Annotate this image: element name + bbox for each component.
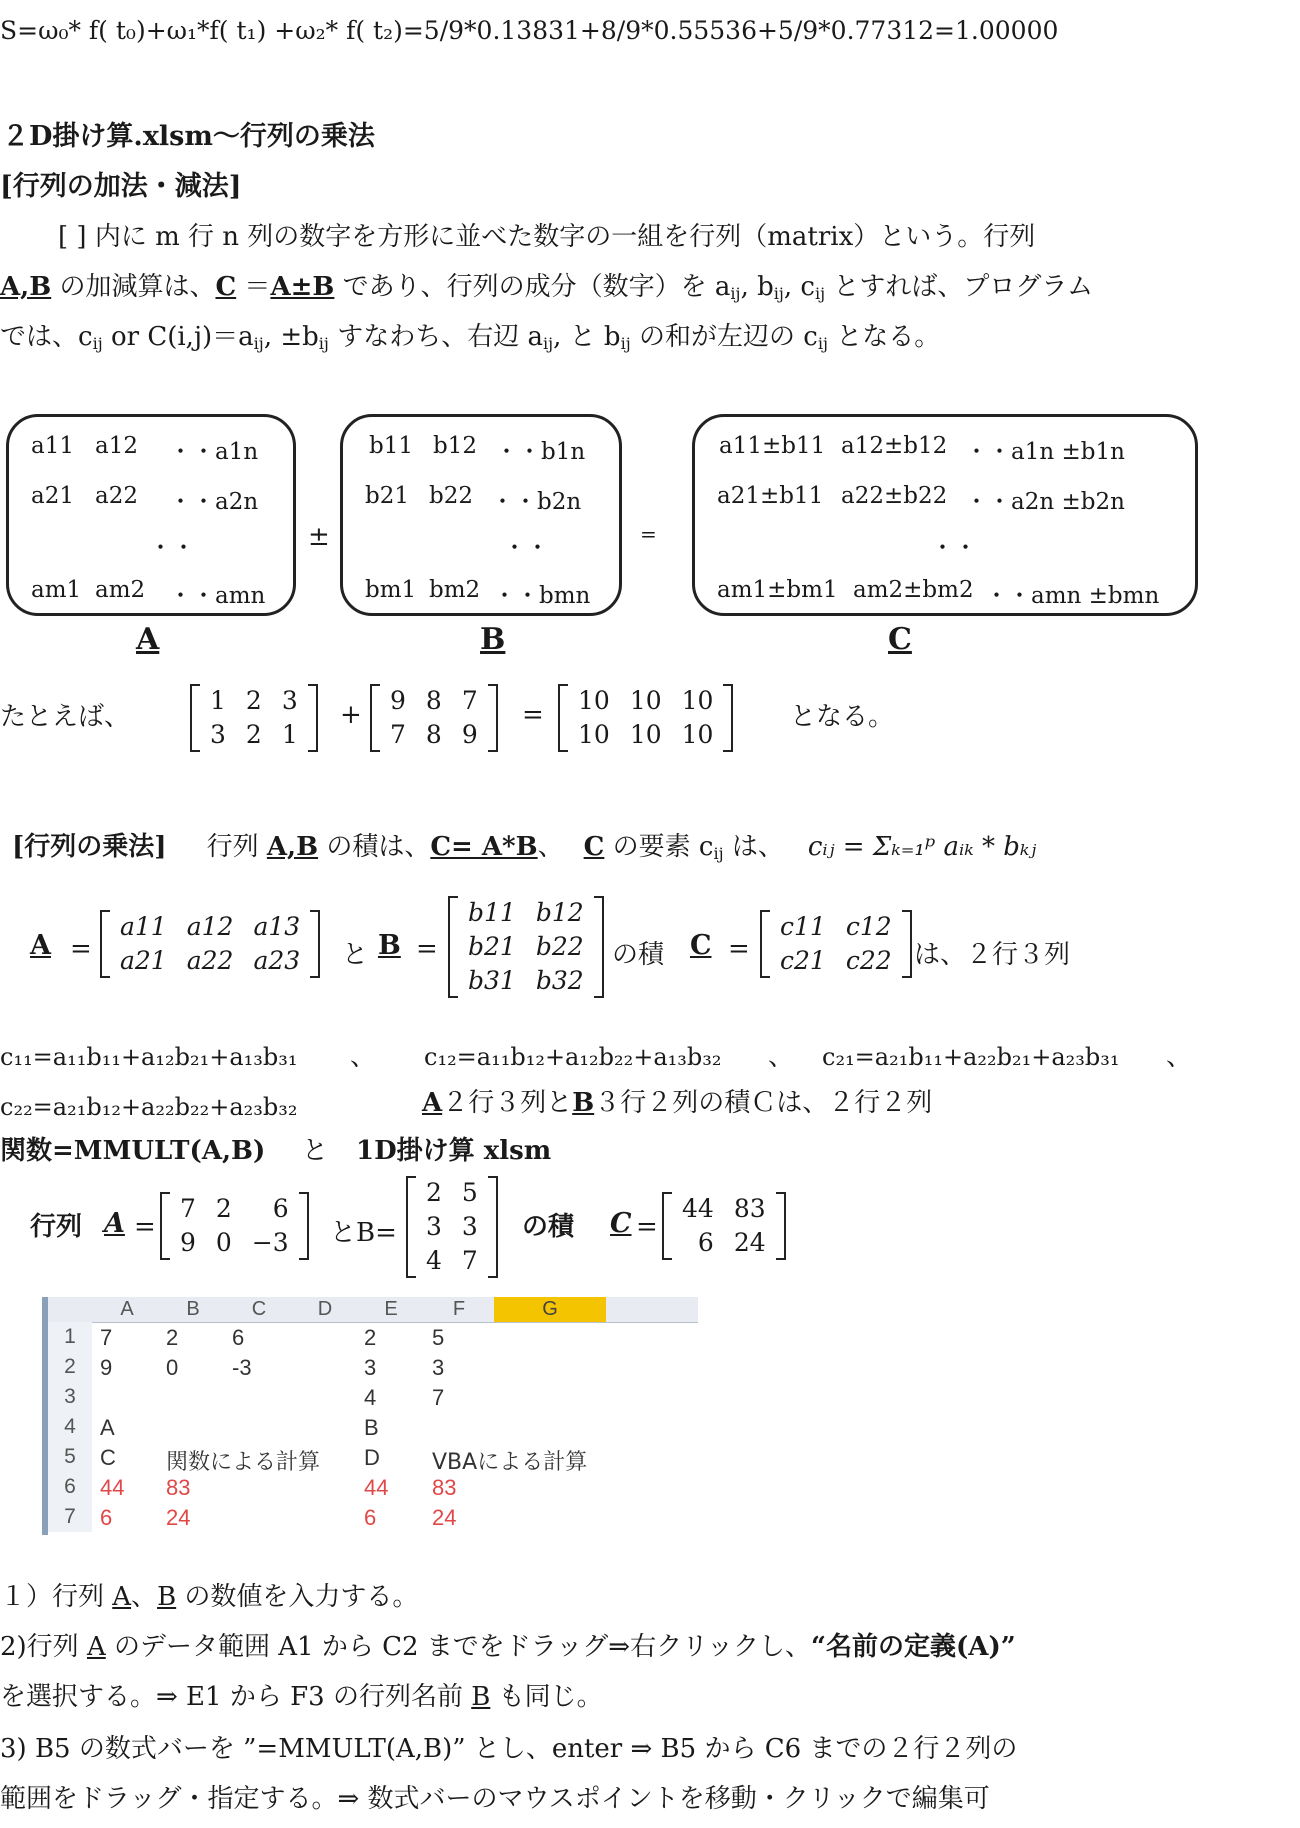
- txt: を選択する。⇒ E1 から F3 の行列名前: [0, 1682, 472, 1712]
- subsection-mult: [行列の乗法]: [12, 832, 167, 862]
- matrix-row: [770, 910, 902, 944]
- matrix-cell: 10: [681, 720, 714, 749]
- column-header-c[interactable]: C: [251, 1298, 267, 1320]
- cell-e2[interactable]: 3: [364, 1355, 377, 1380]
- dots: ・・: [503, 535, 549, 561]
- matrix-cell: 3: [210, 720, 226, 749]
- ref-a: A: [86, 1632, 106, 1662]
- c11-formula: c₁₁=a₁₁b₁₁+a₁₂b₂₁+a₁₃b₃₁: [0, 1043, 298, 1071]
- sub: ij: [713, 844, 724, 864]
- equals-op: =: [640, 522, 657, 546]
- cell-a1[interactable]: 7: [100, 1325, 113, 1350]
- matrix-row: [110, 910, 310, 944]
- label-c: C: [888, 622, 912, 657]
- bmn: ・・bmn: [493, 583, 591, 609]
- cell-e1[interactable]: 2: [364, 1325, 377, 1350]
- txt: , と b: [553, 322, 621, 352]
- sym-a-label: A: [30, 930, 51, 961]
- b1n: ・・b1n: [495, 439, 586, 465]
- related-file: 1D掛け算 xlsm: [356, 1136, 552, 1166]
- matrix-cell: a13: [253, 912, 301, 941]
- dots: ・・: [931, 535, 977, 561]
- matrix-cell: 5: [461, 1178, 478, 1207]
- matrix-cell: 10: [681, 686, 714, 715]
- matrix-cell: 3: [281, 686, 298, 715]
- matrix-cell: c22: [845, 946, 892, 975]
- sub: ij: [815, 284, 826, 304]
- num-eq-1: =: [134, 1212, 156, 1242]
- b2n: ・・b2n: [491, 489, 582, 515]
- num-c-body: [672, 1192, 776, 1260]
- matrix-cell: a21: [120, 946, 167, 975]
- ref-b: B: [157, 1582, 177, 1612]
- cell-a7[interactable]: 6: [100, 1505, 113, 1530]
- cell-b1[interactable]: 2: [166, 1325, 179, 1350]
- cell-f5[interactable]: VBAによる計算: [432, 1450, 588, 1475]
- num-lead: 行列: [30, 1212, 83, 1242]
- matrix-cell: 2: [245, 686, 262, 715]
- matrix-cell: 9: [390, 686, 406, 715]
- cell-b6[interactable]: 83: [166, 1475, 191, 1500]
- para-add-line3: [0, 320, 940, 361]
- txt: １）行列: [0, 1582, 113, 1612]
- cm-1: am1±bm1: [717, 577, 838, 603]
- matrix-cell: 7: [180, 1194, 196, 1223]
- num-matrix-b: [406, 1176, 498, 1278]
- cell-c2[interactable]: -3: [232, 1355, 252, 1380]
- ref-c: C: [215, 272, 237, 302]
- txt: であり、行列の成分（数字）を a: [334, 272, 731, 302]
- matrix-cell: 9: [180, 1228, 196, 1257]
- m3-body: [568, 684, 723, 752]
- matrix-cell: b11: [468, 898, 516, 927]
- define-name-command: “名前の定義(A)”: [811, 1632, 1016, 1662]
- c12-formula: c₁₂=a₁₁b₁₂+a₁₂b₂₂+a₁₃b₃₂: [424, 1043, 722, 1071]
- sub: ij: [773, 284, 784, 304]
- num-a-label: A: [104, 1208, 125, 1239]
- a22: a22: [95, 483, 138, 509]
- integration-formula: S=ω₀* f( t₀)+ω₁*f( t₁) +ω₂* f( t₂)=5/9*0.13831+8/9*0.55536+5/9*0.77312=1.00000: [0, 16, 1059, 45]
- row-header-4[interactable]: 4: [48, 1412, 92, 1442]
- matrix-cell: 1: [281, 720, 298, 749]
- matrix-cell: 3: [426, 1212, 442, 1241]
- matrix-row: [380, 684, 488, 718]
- product-element-formula: cᵢⱼ = Σₖ₌₁ᵖ aᵢₖ * bₖⱼ: [807, 832, 1037, 862]
- example-lead: たとえば、: [0, 702, 131, 732]
- txt: のデータ範囲 A1 から C2 までをドラッグ⇒右クリックし、: [105, 1632, 812, 1662]
- step-1: [0, 1580, 418, 1614]
- txt: or C(i,j)＝a: [102, 322, 254, 352]
- sub: ij: [730, 284, 741, 304]
- num-matrix-a: [160, 1192, 309, 1260]
- txt: となる。: [827, 322, 941, 352]
- txt: 、: [537, 832, 564, 862]
- cell-e5[interactable]: D: [364, 1445, 380, 1470]
- matrix-cell: 24: [733, 1228, 766, 1257]
- matrix-cell: 83: [733, 1194, 766, 1223]
- sym-tail: は、２行３列: [914, 940, 1071, 970]
- a1n: ・・a1n: [169, 439, 259, 465]
- c2-n: ・・a2n ±b2n: [965, 489, 1125, 515]
- c2-1: a21±b11: [717, 483, 824, 509]
- matrix-row: [416, 1244, 488, 1278]
- cell-e4[interactable]: B: [364, 1415, 379, 1440]
- column-header-g[interactable]: G: [494, 1297, 606, 1322]
- cell-a2[interactable]: 9: [100, 1355, 113, 1380]
- cell-e7[interactable]: 6: [364, 1505, 377, 1530]
- matrix-cell: 3: [461, 1212, 478, 1241]
- txt: では、c: [0, 322, 93, 352]
- amn: ・・amn: [169, 583, 266, 609]
- column-header-b[interactable]: B: [186, 1298, 200, 1320]
- txt: も同じ。: [490, 1682, 603, 1712]
- matrix-cell: 10: [578, 686, 610, 715]
- m1-body: [200, 684, 308, 752]
- txt: ３行２列の積Ｃは、２行２列: [594, 1088, 933, 1118]
- cell-c1[interactable]: 6: [232, 1325, 245, 1350]
- matrix-cell: c21: [780, 946, 826, 975]
- matrix-cell: 9: [461, 720, 478, 749]
- matrix-cell: 10: [629, 686, 662, 715]
- matrix-cell: −3: [251, 1228, 289, 1257]
- sym-and: と: [342, 940, 369, 970]
- matrix-row: [170, 1226, 299, 1260]
- sym-prod: の積: [612, 940, 665, 970]
- c21-formula: c₂₁=a₂₁b₁₁+a₂₂b₂₁+a₂₃b₃₁: [822, 1043, 1120, 1071]
- txt: , c: [783, 272, 815, 302]
- sym-a-body: [110, 910, 310, 978]
- matrix-b-general: [340, 414, 622, 616]
- c2-2: a22±b22: [841, 483, 948, 509]
- matrix-cell: 8: [425, 686, 442, 715]
- cell-a6[interactable]: 44: [100, 1475, 125, 1500]
- matrix-cell: 8: [425, 720, 442, 749]
- matrix-cell: 10: [629, 720, 662, 749]
- ref-ab: A,B: [0, 272, 52, 302]
- matrix-cell: c11: [780, 912, 826, 941]
- column-header-a[interactable]: A: [120, 1298, 134, 1320]
- example-equals: =: [522, 700, 544, 730]
- cm-2: am2±bm2: [853, 577, 974, 603]
- section-title: ２D掛け算.xlsm～行列の乗法: [2, 121, 375, 152]
- sym-matrix-a: [100, 910, 320, 978]
- a21: a21: [31, 483, 74, 509]
- matrix-row: [568, 684, 723, 718]
- a12: a12: [95, 433, 138, 459]
- a11: a11: [31, 433, 74, 459]
- sub: ij: [542, 334, 554, 354]
- matrix-cell: a11: [120, 912, 167, 941]
- ref-c: C: [583, 832, 605, 862]
- matrix-cell: b31: [468, 966, 516, 995]
- sep: 、: [768, 1042, 795, 1072]
- row-header-6[interactable]: 6: [48, 1472, 92, 1502]
- subsection-add: [行列の加法・減法]: [0, 171, 242, 202]
- matrix-row: [672, 1192, 776, 1226]
- cell-f1[interactable]: 5: [432, 1325, 445, 1350]
- ref-a: A: [112, 1582, 132, 1612]
- matrix-cell: a23: [253, 946, 301, 975]
- matrix-row: [568, 718, 723, 752]
- b21: b21: [365, 483, 409, 509]
- sub: ij: [620, 334, 631, 354]
- matrix-row: [380, 718, 488, 752]
- matrix-row: [200, 684, 308, 718]
- m2-body: [380, 684, 488, 752]
- cm-n: ・・amn ±bmn: [985, 583, 1160, 609]
- matrix-cell: 7: [390, 720, 406, 749]
- example-matrix-2: [370, 684, 498, 752]
- sub: ij: [817, 334, 828, 354]
- sym-c-body: [770, 910, 902, 978]
- txt: すなわち、右辺 a: [328, 322, 543, 352]
- num-a-body: [170, 1192, 299, 1260]
- label-b: B: [480, 622, 506, 657]
- num-and-b: とB=: [330, 1218, 397, 1248]
- matrix-cell: 44: [682, 1194, 714, 1223]
- matrix-row: [770, 944, 902, 978]
- matrix-cell: 4: [426, 1246, 442, 1275]
- matrix-cell: b12: [535, 898, 584, 927]
- matrix-row: [458, 930, 594, 964]
- c1-2: a12±b12: [841, 433, 948, 459]
- matrix-cell: b22: [535, 932, 584, 961]
- a2n: ・・a2n: [169, 489, 259, 515]
- cell-f7[interactable]: 24: [432, 1505, 457, 1530]
- b22: b22: [429, 483, 473, 509]
- num-matrix-c: [662, 1192, 786, 1260]
- spreadsheet-screenshot: [42, 1297, 704, 1535]
- example-plus: +: [340, 700, 362, 730]
- matrix-cell: 0: [215, 1228, 232, 1257]
- b12: b12: [433, 433, 477, 459]
- cell-b5[interactable]: 関数による計算: [166, 1450, 321, 1475]
- txt: とすれば、プログラム: [825, 272, 1094, 302]
- ref-cab: C= A*B: [430, 832, 538, 862]
- matrix-cell: 2: [426, 1178, 442, 1207]
- matrix-cell: a22: [186, 946, 234, 975]
- matrix-row: [416, 1176, 488, 1210]
- matrix-cell: 1: [210, 686, 226, 715]
- column-header-d[interactable]: D: [317, 1298, 333, 1320]
- matrix-cell: 7: [461, 686, 478, 715]
- dim-note: [422, 1086, 932, 1120]
- txt: は、: [723, 832, 784, 862]
- ref-b: B: [572, 1088, 595, 1118]
- cell-f6[interactable]: 83: [432, 1475, 457, 1500]
- txt: の要素 c: [604, 832, 714, 862]
- cell-a4[interactable]: A: [100, 1415, 115, 1440]
- row-header-2[interactable]: 2: [48, 1352, 92, 1382]
- txt: 、: [131, 1582, 158, 1612]
- sep: 、: [350, 1042, 377, 1072]
- matrix-row: [416, 1210, 488, 1244]
- sym-b-body: [458, 896, 594, 998]
- c1-n: ・・a1n ±b1n: [965, 439, 1125, 465]
- cell-f2[interactable]: 3: [432, 1355, 445, 1380]
- bm2: bm2: [429, 577, 481, 603]
- txt: , ±b: [263, 322, 319, 352]
- txt: ２行３列と: [442, 1088, 573, 1118]
- sub: ij: [253, 334, 264, 354]
- matrix-row: [458, 896, 594, 930]
- bm1: bm1: [365, 577, 417, 603]
- para-add-line1: [ ] 内に m 行 n 列の数字を方形に並べた数字の一組を行列（matrix）という。行列: [58, 222, 1036, 252]
- num-c-label: C: [610, 1208, 632, 1239]
- b11: b11: [369, 433, 413, 459]
- matrix-cell: 10: [578, 720, 610, 749]
- sym-eq-2: =: [416, 934, 438, 964]
- cell-b2[interactable]: 0: [166, 1355, 179, 1380]
- txt: の加減算は、: [51, 272, 216, 302]
- row-header-5[interactable]: 5: [48, 1442, 92, 1472]
- matrix-c-general: [692, 414, 1198, 616]
- sub: ij: [92, 334, 103, 354]
- matrix-row: [110, 944, 310, 978]
- ref-a: A: [422, 1088, 443, 1118]
- matrix-row: [458, 964, 594, 998]
- mult-header-line: [12, 830, 1036, 871]
- para-add-line2: [0, 270, 1093, 311]
- dots: ・・: [149, 535, 195, 561]
- c22-formula: c₂₂=a₂₁b₁₂+a₂₂b₂₂+a₂₃b₃₂: [0, 1093, 298, 1121]
- cell-a5[interactable]: C: [100, 1445, 116, 1470]
- matrix-cell: 6: [697, 1228, 714, 1257]
- matrix-a-general: [6, 414, 296, 616]
- c1-1: a11±b11: [719, 433, 826, 459]
- step-3-cont: 範囲をドラッグ・指定する。⇒ 数式バーのマウスポイントを移動・クリックで編集可: [0, 1784, 990, 1814]
- row-header-7[interactable]: 7: [48, 1502, 92, 1532]
- txt: , b: [740, 272, 774, 302]
- example-matrix-1: [190, 684, 318, 752]
- ref-apb: A±B: [270, 272, 335, 302]
- matrix-cell: 7: [461, 1246, 478, 1275]
- matrix-cell: c12: [845, 912, 892, 941]
- matrix-row: [170, 1192, 299, 1226]
- matrix-cell: b21: [468, 932, 516, 961]
- txt: の和が左辺の c: [630, 322, 818, 352]
- num-prod: の積: [522, 1212, 575, 1242]
- matrix-cell: 2: [245, 720, 262, 749]
- txt: 行列: [206, 832, 267, 862]
- txt: 2)行列: [0, 1632, 87, 1662]
- matrix-row: [672, 1226, 776, 1260]
- sym-eq-1: =: [70, 934, 92, 964]
- plus-minus-op: ±: [308, 522, 330, 552]
- row-header-3[interactable]: 3: [48, 1382, 92, 1412]
- matrix-row: [200, 718, 308, 752]
- sym-b-label: B: [378, 930, 401, 961]
- sep: 、: [1166, 1042, 1193, 1072]
- matrix-cell: a12: [186, 912, 234, 941]
- num-b-body: [416, 1176, 488, 1278]
- func-and: と: [302, 1136, 329, 1166]
- txt: ＝: [236, 272, 271, 302]
- label-a: A: [136, 622, 160, 657]
- column-header-e[interactable]: E: [384, 1298, 398, 1320]
- matrix-cell: 2: [215, 1194, 232, 1223]
- example-matrix-3: [558, 684, 733, 752]
- cell-e3[interactable]: 4: [364, 1385, 377, 1410]
- matrix-cell: 6: [272, 1194, 289, 1223]
- matrix-cell: b32: [535, 966, 584, 995]
- ref-ab: A,B: [266, 832, 319, 862]
- step-2: [0, 1630, 1016, 1664]
- txt: の数値を入力する。: [176, 1582, 419, 1612]
- ref-b: B: [471, 1682, 491, 1712]
- cell-b7[interactable]: 24: [166, 1505, 191, 1530]
- sym-matrix-c: [760, 910, 912, 978]
- cell-e6[interactable]: 44: [364, 1475, 389, 1500]
- row-header-1[interactable]: 1: [48, 1322, 92, 1352]
- cell-f3[interactable]: 7: [432, 1385, 445, 1410]
- am2: am2: [95, 577, 146, 603]
- sym-matrix-b: [448, 896, 604, 998]
- sym-eq-3: =: [728, 934, 750, 964]
- am1: am1: [31, 577, 82, 603]
- column-header-f[interactable]: F: [452, 1298, 466, 1320]
- step-2-cont: [0, 1680, 603, 1714]
- txt: の積は、: [318, 832, 431, 862]
- mmult-function: 関数=MMULT(A,B): [0, 1136, 266, 1166]
- sym-c-label: C: [690, 930, 712, 961]
- sub: ij: [318, 334, 329, 354]
- step-3: 3) B5 の数式バーを ”=MMULT(A,B)” とし、enter ⇒ B5 から C6 までの２行２列の: [0, 1734, 1018, 1764]
- example-tail: となる。: [790, 702, 895, 732]
- num-eq-2: =: [636, 1212, 658, 1242]
